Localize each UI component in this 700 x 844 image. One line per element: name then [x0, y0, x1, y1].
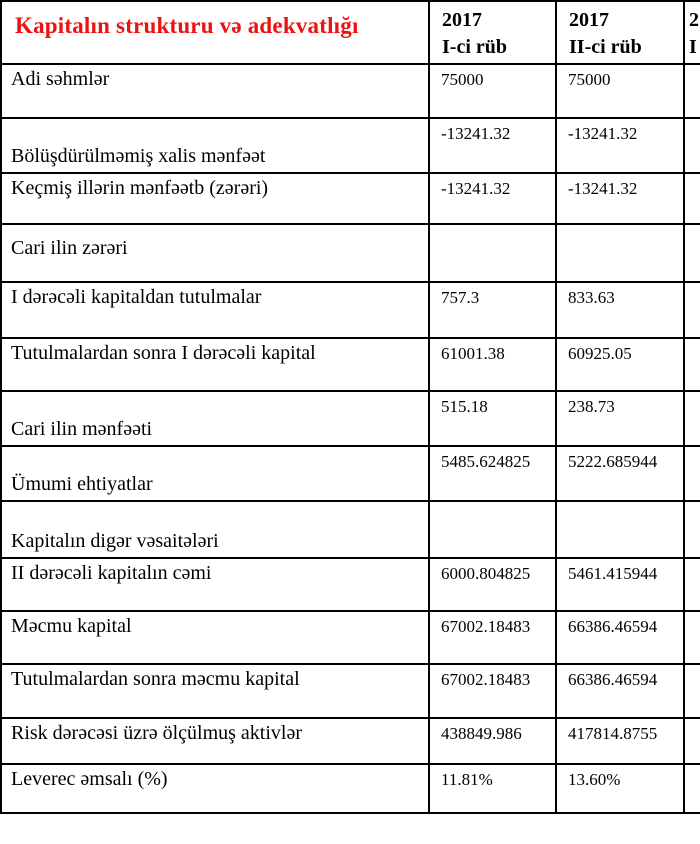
cell-q3 — [684, 558, 700, 611]
cell-q2: 13.60% — [556, 764, 684, 813]
row-label: Risk dərəcəsi üzrə ölçülmuş aktivlər — [1, 718, 429, 764]
row-label: Cari ilin mənfəəti — [1, 391, 429, 446]
cell-q1: 757.3 — [429, 282, 556, 338]
cell-q3 — [684, 118, 700, 173]
cell-q2: 5222.685944 — [556, 446, 684, 501]
row-label: Tutulmalardan sonra məcmu kapital — [1, 664, 429, 718]
cell-q3 — [684, 611, 700, 664]
table-row — [1, 391, 700, 446]
table-row — [1, 224, 700, 282]
table-row — [1, 664, 700, 718]
cell-q3 — [684, 501, 700, 558]
column-header-year: 2 — [689, 9, 699, 31]
cell-q1: 5485.624825 — [429, 446, 556, 501]
cell-q2: -13241.32 — [556, 173, 684, 224]
cell-q2: -13241.32 — [556, 118, 684, 173]
table-row — [1, 501, 700, 558]
cell-q1: -13241.32 — [429, 173, 556, 224]
row-label: Məcmu kapital — [1, 611, 429, 664]
cell-q3 — [684, 664, 700, 718]
table-row — [1, 558, 700, 611]
cell-q3 — [684, 446, 700, 501]
row-label: Tutulmalardan sonra I dərəcəli kapital — [1, 338, 429, 391]
table-row — [1, 282, 700, 338]
row-label: Kapitalın digər vəsaitələri — [1, 501, 429, 558]
row-label: Keçmiş illərin mənfəətb (zərəri) — [1, 173, 429, 224]
table-row — [1, 173, 700, 224]
cell-q2: 60925.05 — [556, 338, 684, 391]
cell-q3 — [684, 338, 700, 391]
table-header-row — [1, 1, 700, 64]
table-row — [1, 446, 700, 501]
cell-q1: 515.18 — [429, 391, 556, 446]
cell-q1: 75000 — [429, 64, 556, 118]
row-label: Leverec əmsalı (%) — [1, 764, 429, 813]
row-label: Ümumi ehtiyatlar — [1, 446, 429, 501]
column-header-clipped — [684, 1, 700, 64]
cell-q3 — [684, 282, 700, 338]
row-label: Bölüşdürülməmiş xalis mənfəət — [1, 118, 429, 173]
table-row — [1, 118, 700, 173]
table-row — [1, 718, 700, 764]
page-title: Kapitalın strukturu və adekvatlığı — [1, 1, 429, 64]
cell-q1 — [429, 224, 556, 282]
cell-q2: 66386.46594 — [556, 611, 684, 664]
row-label: Cari ilin zərəri — [1, 224, 429, 282]
column-header-year: 2017 — [442, 9, 482, 31]
table-row — [1, 611, 700, 664]
cell-q2: 833.63 — [556, 282, 684, 338]
table-row — [1, 338, 700, 391]
cell-q3 — [684, 718, 700, 764]
column-header-quarter: II-ci rüb — [569, 36, 642, 58]
cell-q2: 75000 — [556, 64, 684, 118]
row-label: II dərəcəli kapitalın cəmi — [1, 558, 429, 611]
table-row — [1, 764, 700, 813]
column-header-quarter: I — [689, 36, 697, 58]
cell-q2: 66386.46594 — [556, 664, 684, 718]
cell-q1: 61001.38 — [429, 338, 556, 391]
cell-q1: 11.81% — [429, 764, 556, 813]
cell-q2: 417814.8755 — [556, 718, 684, 764]
cell-q3 — [684, 173, 700, 224]
table-row — [1, 64, 700, 118]
cell-q1: 438849.986 — [429, 718, 556, 764]
row-label: I dərəcəli kapitaldan tutulmalar — [1, 282, 429, 338]
cell-q1: -13241.32 — [429, 118, 556, 173]
column-header-quarter: I-ci rüb — [442, 36, 507, 58]
cell-q2 — [556, 501, 684, 558]
cell-q1: 6000.804825 — [429, 558, 556, 611]
cell-q1: 67002.18483 — [429, 611, 556, 664]
cell-q1: 67002.18483 — [429, 664, 556, 718]
cell-q2: 238.73 — [556, 391, 684, 446]
row-label: Adi səhmlər — [1, 64, 429, 118]
column-header-2017-q1 — [429, 1, 556, 64]
cell-q2 — [556, 224, 684, 282]
column-header-year: 2017 — [569, 9, 609, 31]
cell-q3 — [684, 64, 700, 118]
cell-q3 — [684, 764, 700, 813]
cell-q3 — [684, 391, 700, 446]
cell-q2: 5461.415944 — [556, 558, 684, 611]
cell-q3 — [684, 224, 700, 282]
cell-q1 — [429, 501, 556, 558]
column-header-2017-q2 — [556, 1, 684, 64]
